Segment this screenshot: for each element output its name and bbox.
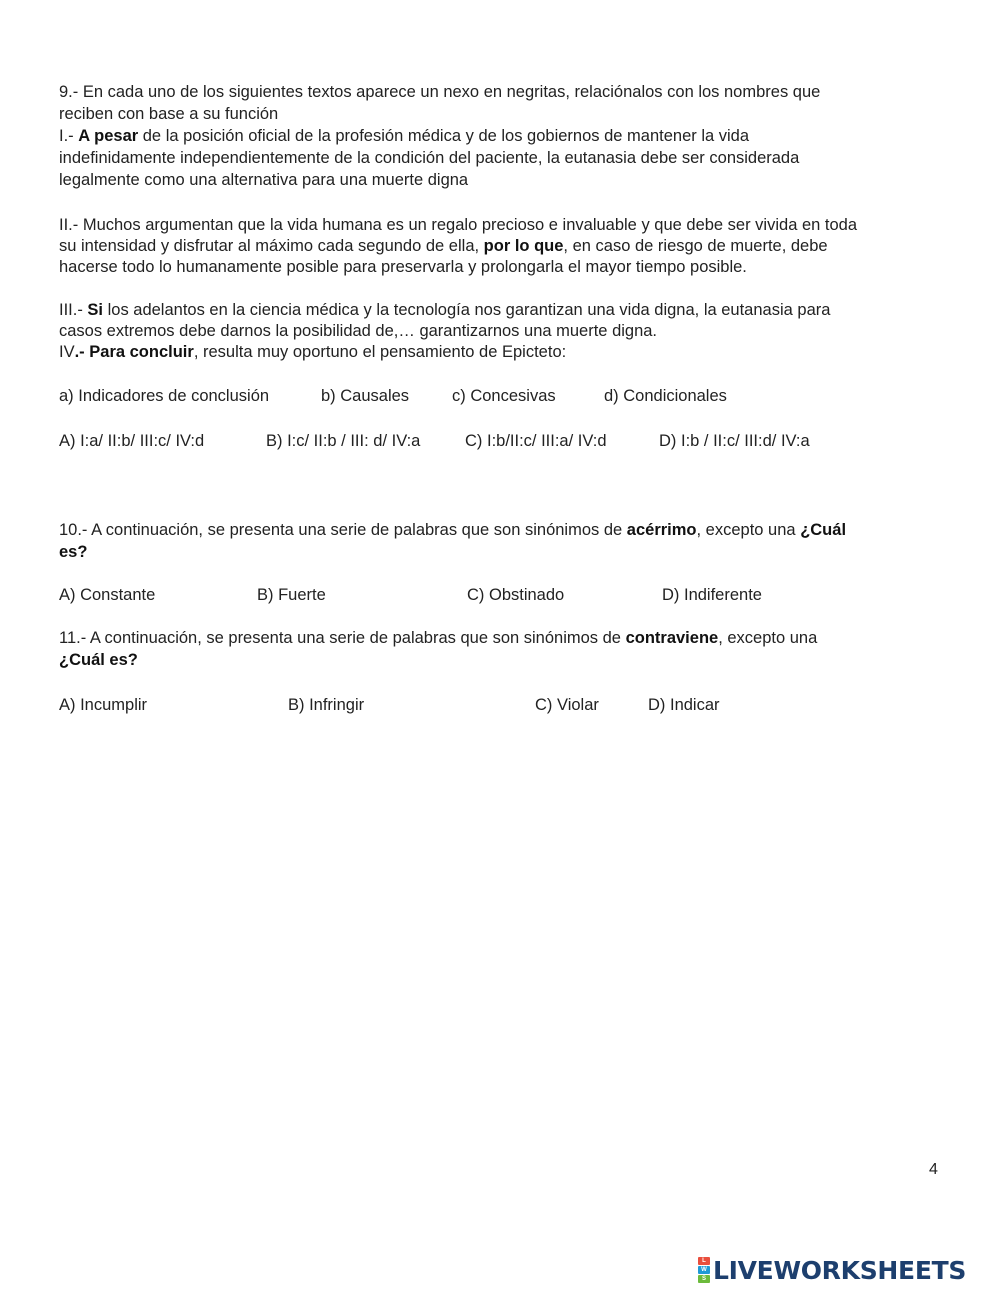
q10-option-d[interactable]: D) Indiferente xyxy=(662,586,762,604)
logo-block-w: W xyxy=(698,1266,710,1274)
q10-title-line1 xyxy=(59,519,846,541)
q11-question: ¿Cuál es? xyxy=(59,651,138,669)
liveworksheets-logo[interactable] xyxy=(698,1254,966,1286)
q11-option-c[interactable]: C) Violar xyxy=(535,696,599,714)
q9-i-prefix: I.- xyxy=(59,127,79,145)
q9-option-c[interactable]: C) I:b/II:c/ III:a/ IV:d xyxy=(465,432,607,450)
q9-iii-rest: los adelantos en la ciencia médica y la tecnología nos garantizan una vida digna, la eutanasia para xyxy=(103,301,831,319)
q11-title-line2 xyxy=(59,649,138,671)
q9-option-d[interactable]: D) I:b / II:c/ III:d/ IV:a xyxy=(659,432,810,450)
q9-text-i-line2: indefinidamente independientemente de la condición del paciente, la eutanasia debe ser considerada xyxy=(59,149,800,167)
q11-pre: 11.- A continuación, se presenta una serie de palabras que son sinónimos de xyxy=(59,629,626,647)
logo-blocks-icon xyxy=(698,1257,710,1283)
q10-word: acérrimo xyxy=(626,521,697,539)
q10-title-line2 xyxy=(59,541,87,563)
q11-option-a[interactable]: A) Incumplir xyxy=(59,696,148,714)
logo-text: LIVEWORKSHEETS xyxy=(713,1255,967,1285)
page-number: 4 xyxy=(929,1161,938,1178)
q9-category-c: c) Concesivas xyxy=(452,387,556,405)
q9-text-iii-line1 xyxy=(59,299,830,321)
q11-title-line1 xyxy=(59,627,817,649)
q11-post: , excepto una xyxy=(718,629,818,647)
q11-option-b[interactable]: B) Infringir xyxy=(288,696,365,714)
q9-category-d: d) Condicionales xyxy=(604,387,727,405)
q10-option-c[interactable]: C) Obstinado xyxy=(467,586,565,604)
q9-i-connector: A pesar xyxy=(78,127,139,145)
q9-iv-prefix: IV xyxy=(59,343,75,361)
q10-option-a[interactable]: A) Constante xyxy=(59,586,156,604)
q9-iii-prefix: III.- xyxy=(59,301,88,319)
q10-pre: 10.- A continuación, se presenta una serie de palabras que son sinónimos de xyxy=(59,521,627,539)
q11-word: contraviene xyxy=(625,629,719,647)
q9-title-line2: reciben con base a su función xyxy=(59,105,279,123)
q9-category-a: a) Indicadores de conclusión xyxy=(59,387,270,405)
q11-option-d[interactable]: D) Indicar xyxy=(648,696,720,714)
q9-text-ii-line3: hacerse todo lo humanamente posible para preservarla y prolongarla el mayor tiempo posible. xyxy=(59,258,747,276)
q9-option-a[interactable]: A) I:a/ II:b/ III:c/ IV:d xyxy=(59,432,205,450)
q9-ii-pre: su intensidad y disfrutar al máximo cada segundo de ella, xyxy=(59,237,484,255)
q9-text-iv-line1 xyxy=(59,341,566,363)
q10-option-b[interactable]: B) Fuerte xyxy=(257,586,326,604)
q9-text-i-line3: legalmente como una alternativa para una muerte digna xyxy=(59,171,469,189)
q9-title-line1: 9.- En cada uno de los siguientes textos aparece un nexo en negritas, relaciónalos con los nombres que xyxy=(59,83,821,101)
logo-block-l: L xyxy=(698,1257,710,1265)
q9-i-rest: de la posición oficial de la profesión médica y de los gobiernos de mantener la vida xyxy=(138,127,750,145)
q9-category-b: b) Causales xyxy=(321,387,410,405)
q9-iii-connector: Si xyxy=(87,301,104,319)
q9-ii-post: , en caso de riesgo de muerte, debe xyxy=(563,237,828,255)
q10-question-part1: ¿Cuál xyxy=(800,521,847,539)
q9-text-ii-line2 xyxy=(59,235,828,257)
q9-iv-rest: , resulta muy oportuno el pensamiento de Epicteto: xyxy=(193,343,567,361)
q9-iv-connector: .- Para concluir xyxy=(74,343,194,361)
q10-question-part2: es? xyxy=(59,543,88,561)
q9-option-b[interactable]: B) I:c/ II:b / III: d/ IV:a xyxy=(266,432,421,450)
q10-mid: , excepto una xyxy=(696,521,801,539)
logo-block-s: S xyxy=(698,1275,710,1283)
q9-text-i-line1 xyxy=(59,125,749,147)
q9-text-ii-line1: II.- Muchos argumentan que la vida humana es un regalo precioso e invaluable y que debe ser vivida en toda xyxy=(59,216,858,234)
q9-text-iii-line2: casos extremos debe darnos la posibilidad de,… garantizarnos una muerte digna. xyxy=(59,322,658,340)
q9-ii-connector: por lo que xyxy=(483,237,564,255)
